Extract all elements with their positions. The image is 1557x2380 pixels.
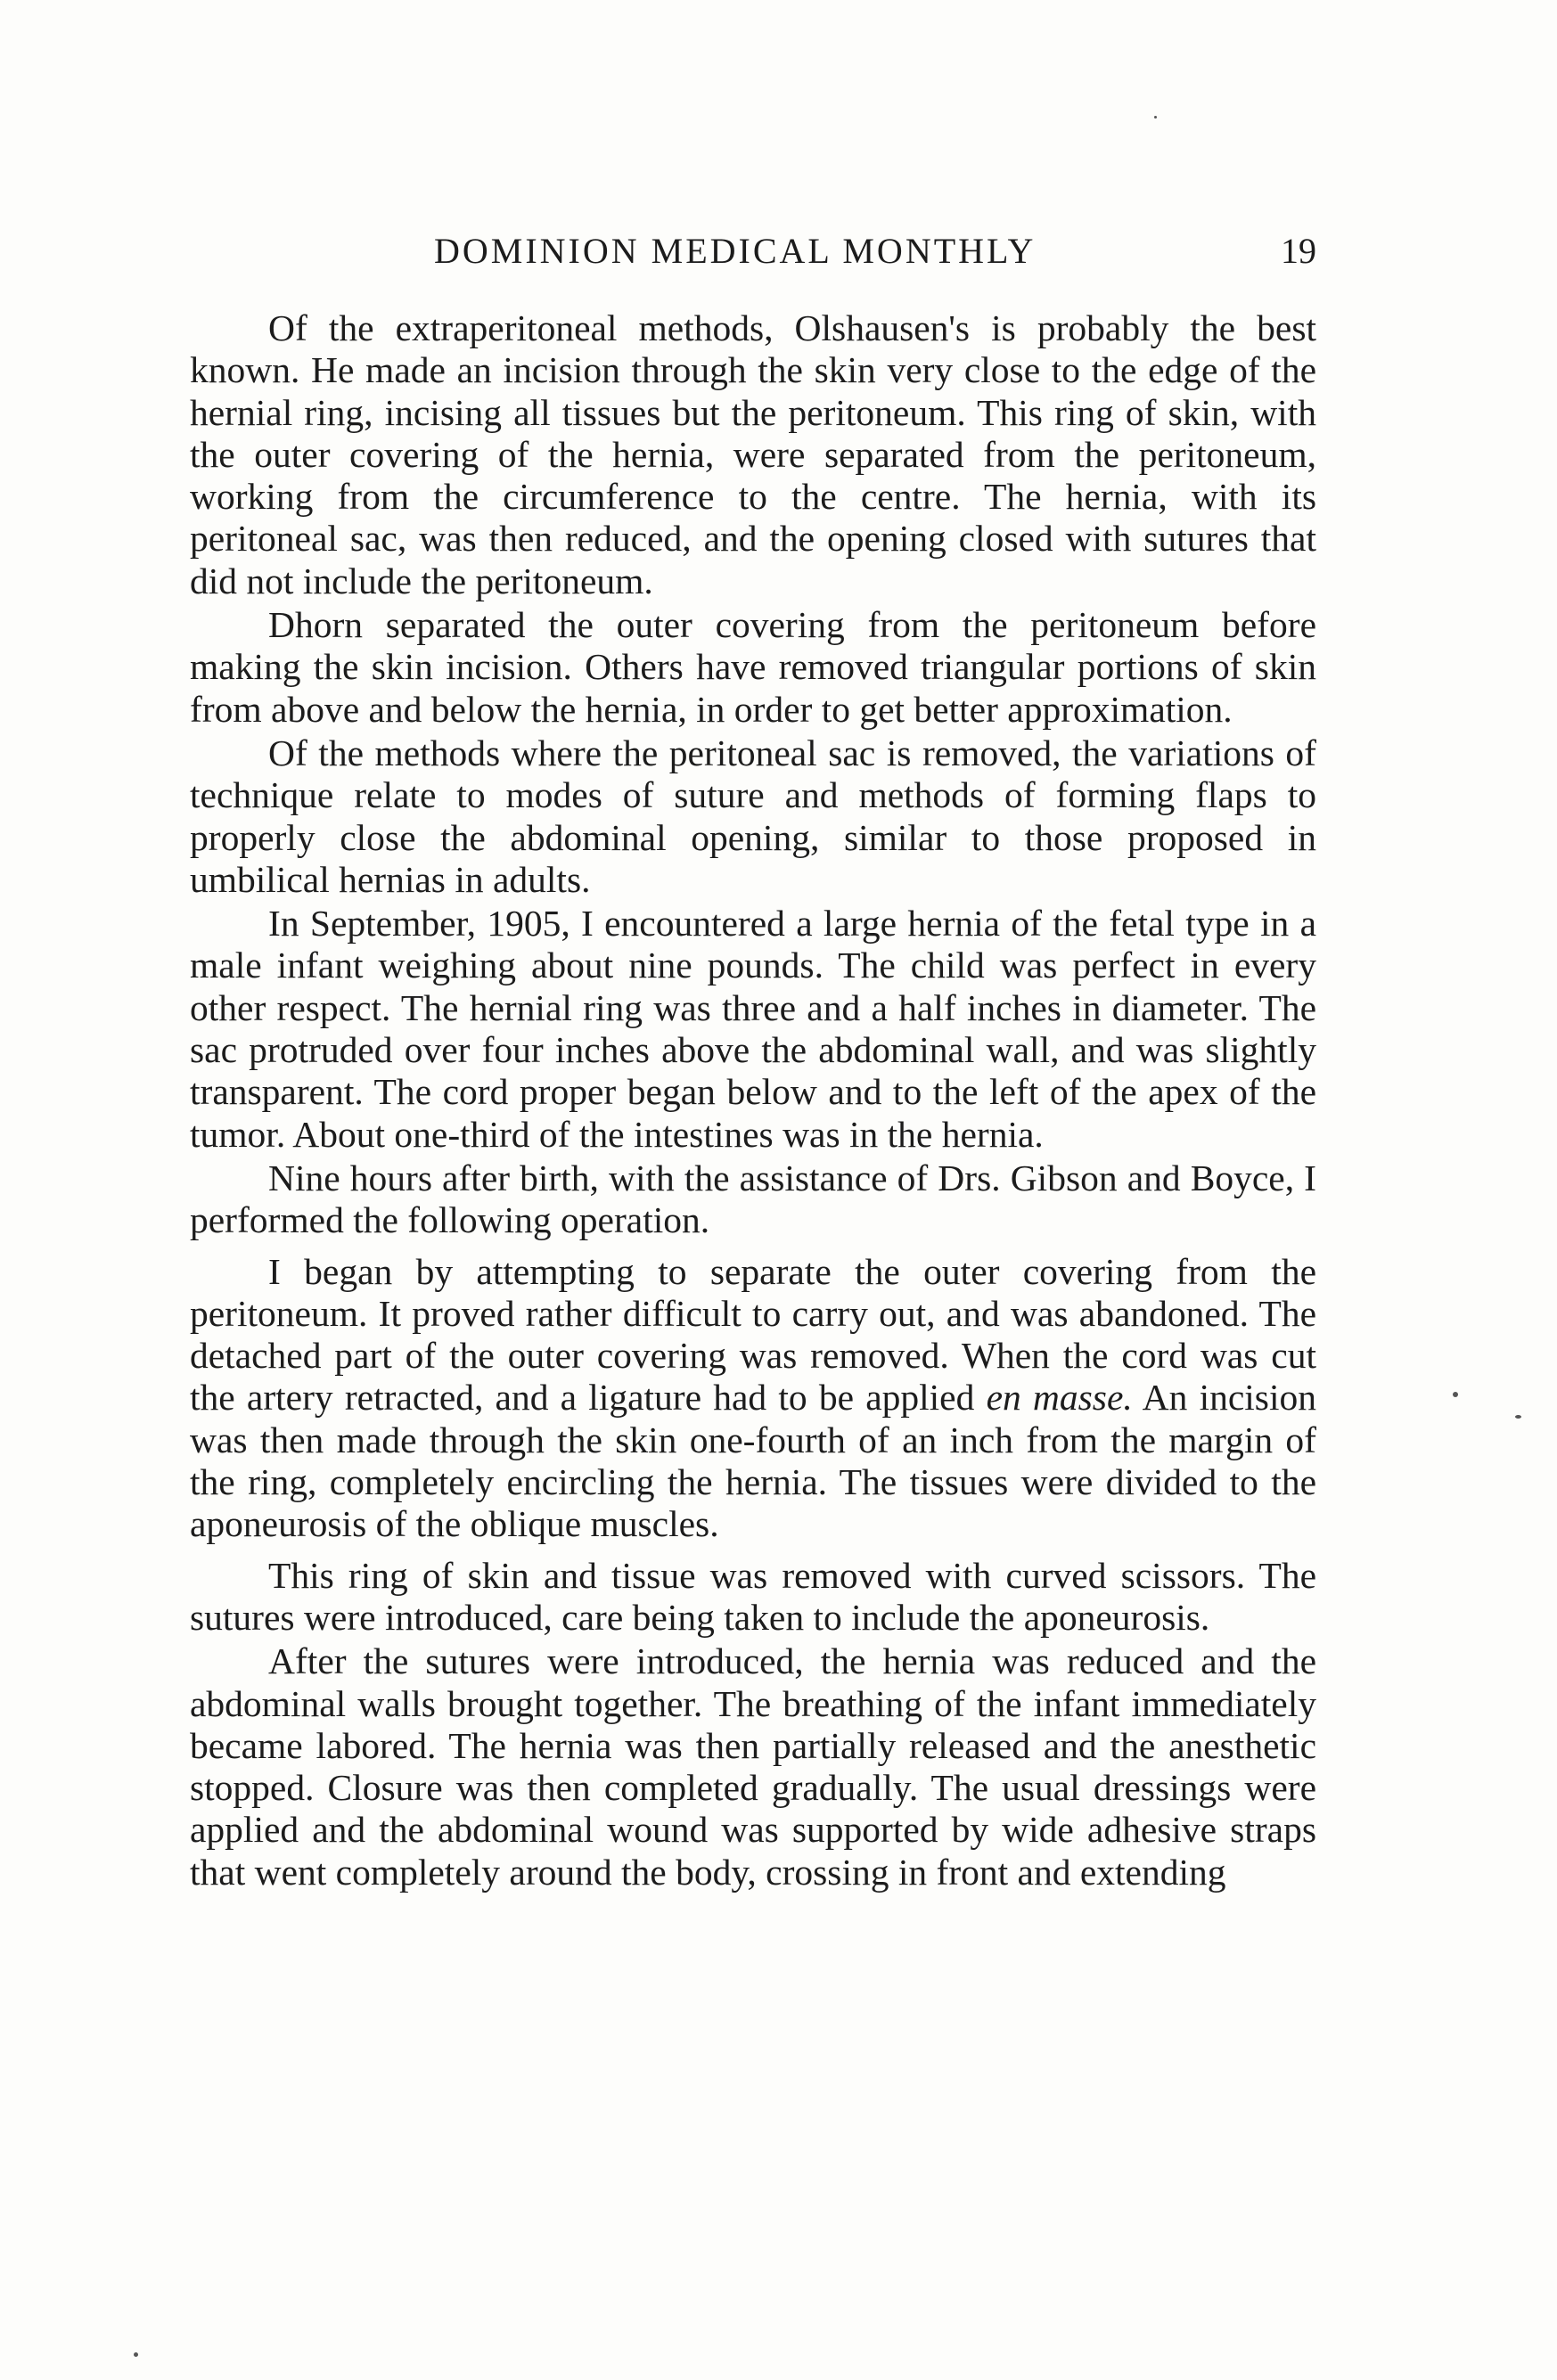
page-number: 19 (1281, 231, 1316, 271)
journal-title: DOMINION MEDICAL MONTHLY (434, 231, 1037, 271)
running-head (202, 225, 1316, 278)
article-body (190, 307, 1316, 1893)
scan-speck (1515, 1415, 1521, 1419)
paragraph-operation-intro: Nine hours after birth, with the assistance of Drs. Gibson and Boyce, I performed the following operation. (190, 1157, 1316, 1241)
italic-en-masse: en masse. (986, 1377, 1133, 1419)
paragraph-case-report: In September, 1905, I encountered a large hernia of the fetal type in a male infant weighing about nine pounds. The child was perfect in every other respect. The hernial ring was three and a half inches in diameter. The sac protruded over four inches above the abdominal wall, and was slightly transparent. The cord proper began below and to the left of the apex of the tumor. About one-third of the intestines was in the hernia. (190, 903, 1316, 1155)
paragraph-closure: After the sutures were introduced, the hernia was reduced and the abdominal walls brought together. The breathing of the infant immediately became labored. The hernia was then partially released and the anesthetic stopped. Closure was then completed gradually. The usual dressings were applied and the abdominal wound was supported by wide adhesive straps that went completely around the body, crossing in front and extending (190, 1640, 1316, 1893)
paragraph-operation-steps (190, 1251, 1316, 1546)
scan-speck (134, 2352, 138, 2357)
paragraph-extraperitoneal-methods: Of the extraperitoneal methods, Olshausen's is probably the best known. He made an incision through the skin very close to the edge of the hernial ring, incising all tissues but the peritoneum. This ring of skin, with the outer covering of the hernia, were separated from the peritoneum, working from the circumference to the centre. The hernia, with its peritoneal sac, was then reduced, and the opening closed with sutures that did not include the peritoneum. (190, 307, 1316, 601)
scan-speck (1154, 116, 1157, 119)
paragraph-sac-removed: Of the methods where the peritoneal sac is removed, the variations of technique relate to modes of suture and methods of forming flaps to properly close the abdominal opening, similar to those proposed in umbilical hernias in adults. (190, 732, 1316, 900)
paragraph-operation-steps-part-2: An incision was then made through the skin one-fourth of an inch from the margin of the ring, completely encircling the hernia. The tissues were divided to the aponeurosis of the oblique muscles. (190, 1377, 1316, 1545)
paragraph-operation-steps-part-1: I began by attempting to separate the outer covering from the peritoneum. It proved rather difficult to carry out, and was abandoned. The detached part of the outer covering was removed. When the cord was cut the artery retracted, and a ligature had to be applied (190, 1250, 1316, 1419)
paragraph-ring-removed: This ring of skin and tissue was removed with curved scissors. The sutures were introduced, care being taken to include the aponeurosis. (190, 1554, 1316, 1638)
paragraph-dhorn: Dhorn separated the outer covering from the peritoneum before making the skin incision. Others have removed triangular portions of skin from above and below the hernia, in order to get better approximation. (190, 604, 1316, 730)
scan-speck (1453, 1392, 1458, 1397)
